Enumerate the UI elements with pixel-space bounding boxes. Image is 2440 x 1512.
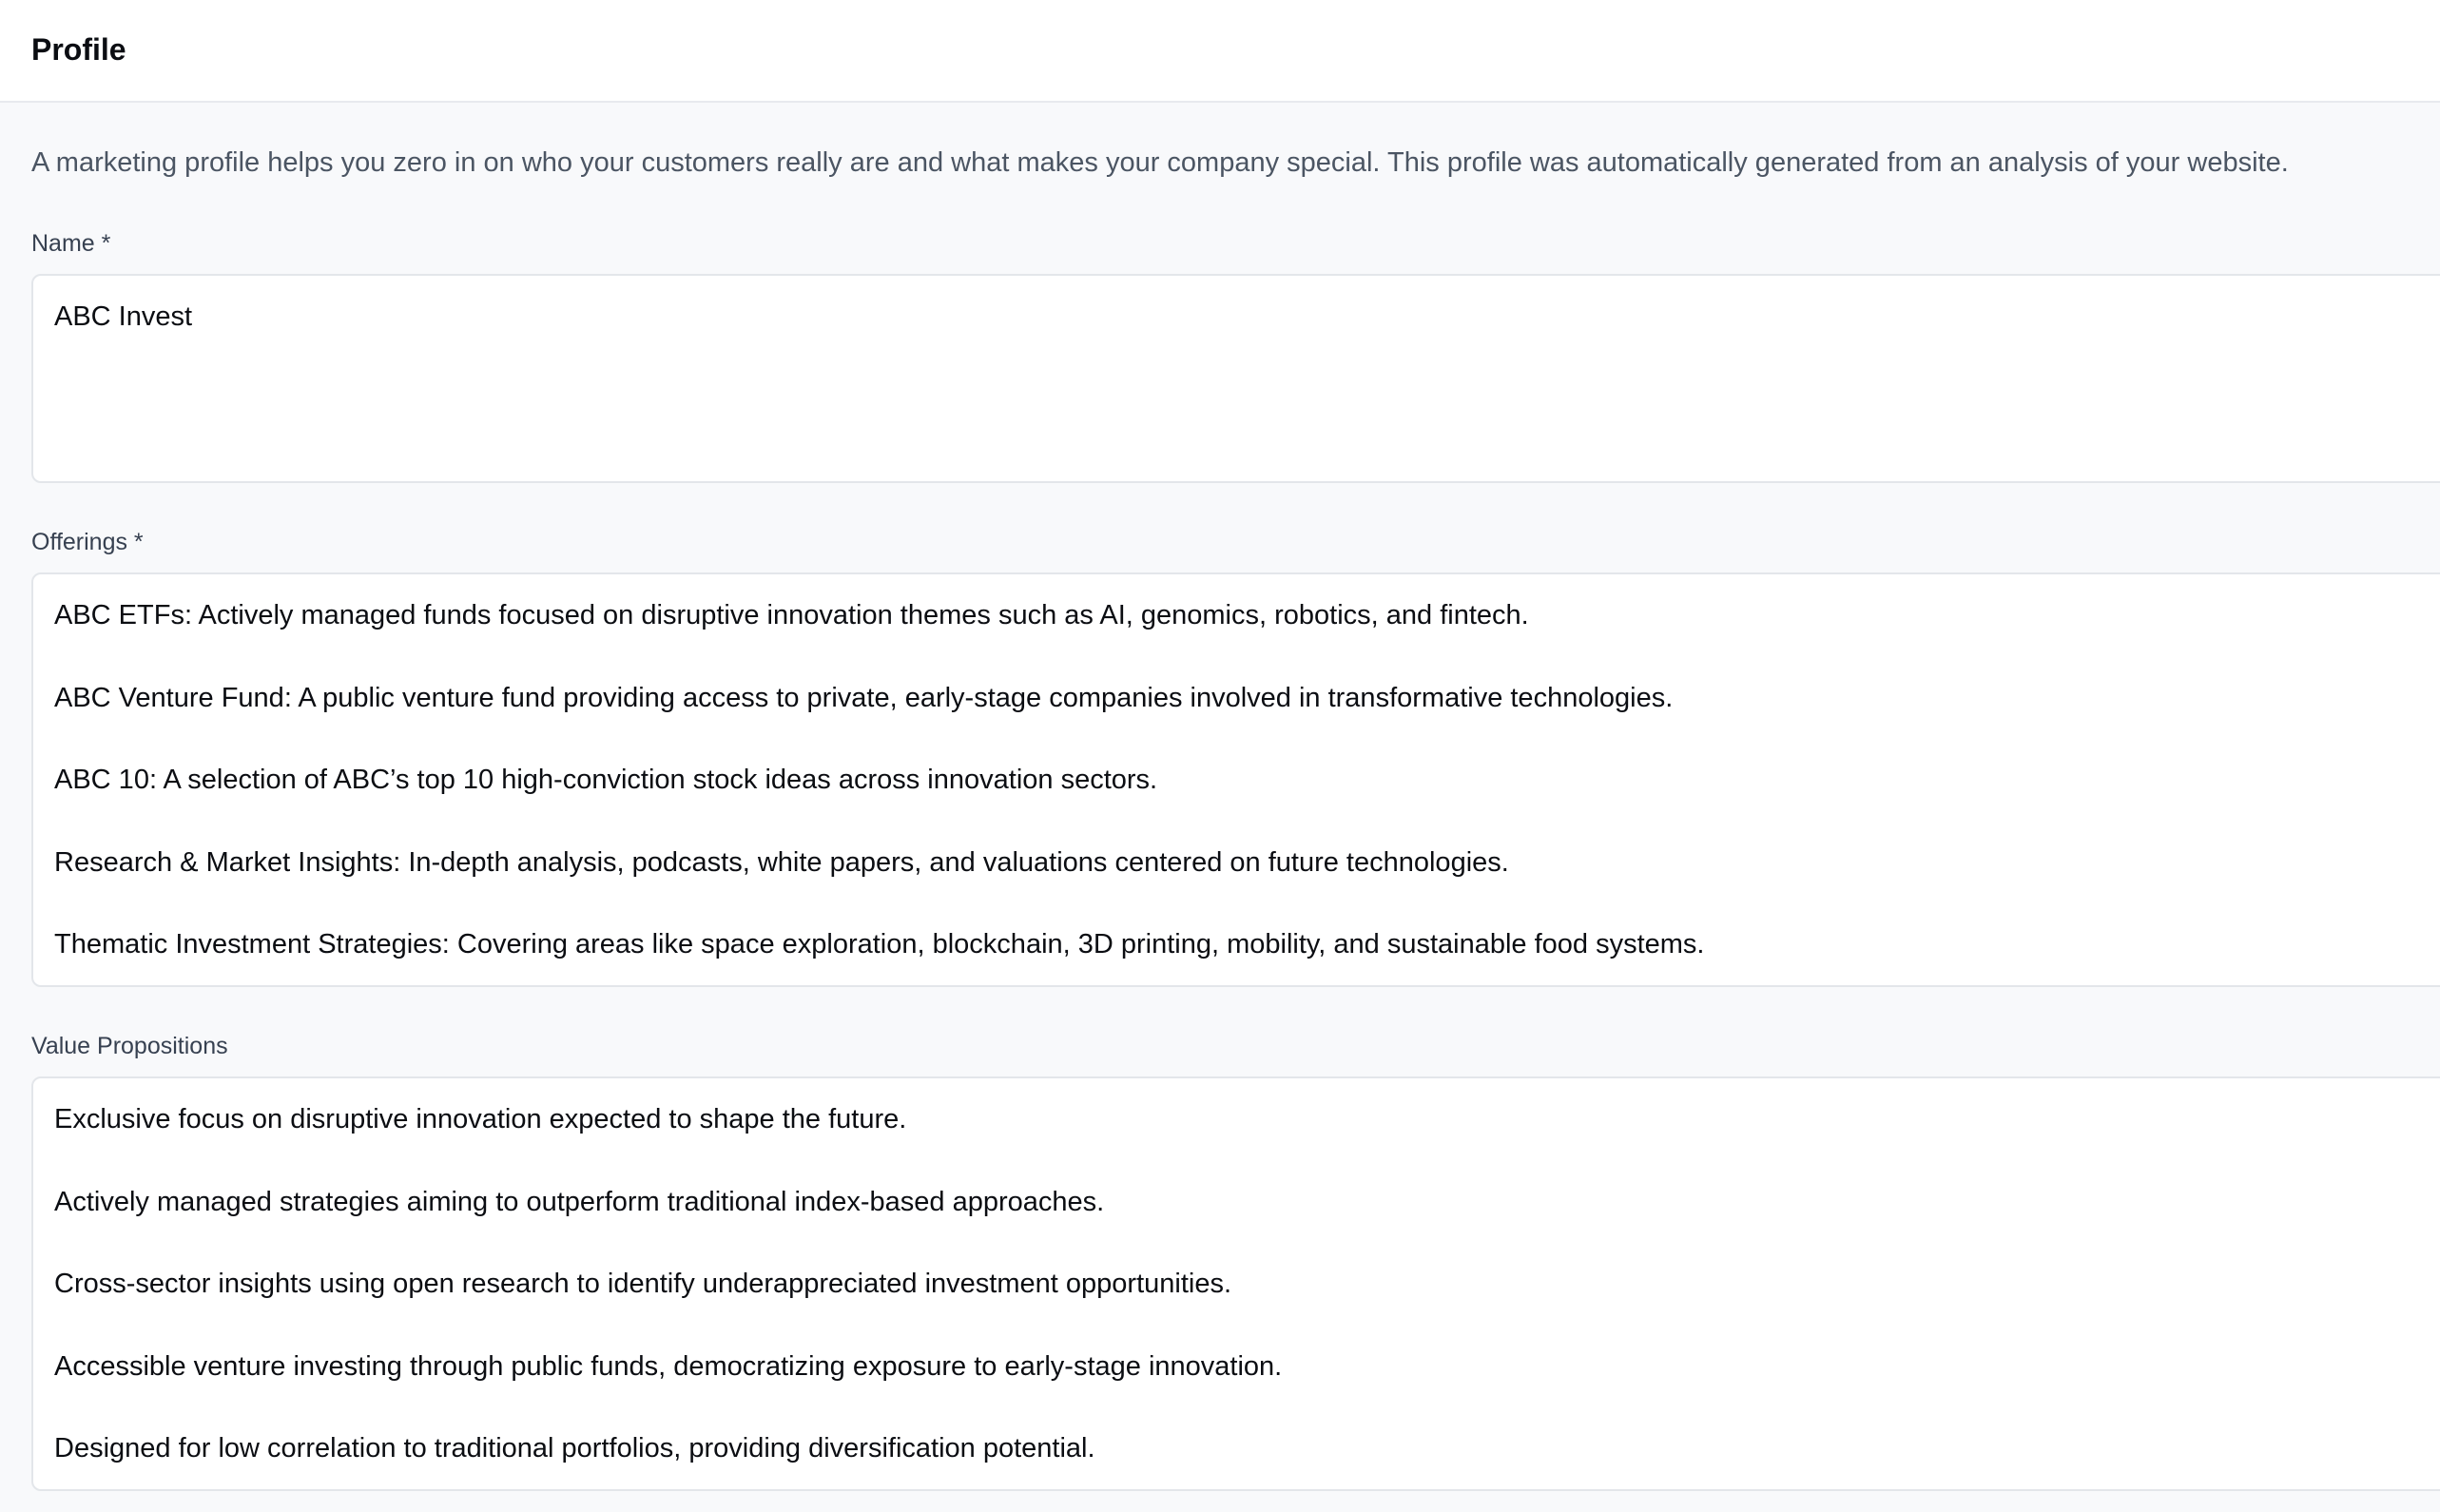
value-propositions-field[interactable] (31, 1076, 2440, 1491)
offering-line: ABC ETFs: Actively managed funds focused on disruptive innovation themes such as AI, genomics, robotics, and fintech. (54, 600, 1529, 630)
value-proposition-line: Exclusive focus on disruptive innovation expected to shape the future. (54, 1104, 907, 1134)
value-proposition-line: Accessible venture investing through public funds, democratizing exposure to early-stage innovation. (54, 1350, 1283, 1382)
page-header (0, 0, 2440, 103)
offerings-lines (54, 597, 1704, 987)
name-field-value: ABC Invest (54, 301, 193, 332)
page-title: Profile (31, 32, 126, 67)
name-field-label: Name * (31, 230, 111, 257)
value-proposition-line: Actively managed strategies aiming to outperform traditional index-based approaches. (54, 1186, 1105, 1217)
value-propositions-lines (54, 1101, 1282, 1491)
profile-form (0, 103, 2440, 1512)
offerings-field-label: Offerings * (31, 529, 144, 555)
value-proposition-line: Designed for low correlation to traditional portfolios, providing diversification potential. (54, 1433, 1095, 1464)
value-proposition-line: Cross-sector insights using open research to identify underappreciated investment opportunities. (54, 1269, 1232, 1299)
offering-line: ABC Venture Fund: A public venture fund providing access to private, early-stage companies involved in transformative technologies. (54, 682, 1674, 713)
offering-line: ABC 10: A selection of ABC’s top 10 high-conviction stock ideas across innovation sectors. (54, 765, 1158, 795)
offering-line: Thematic Investment Strategies: Covering areas like space exploration, blockchain, 3D printing, mobility, and sustainable food systems. (54, 929, 1705, 960)
offerings-field[interactable] (31, 572, 2440, 987)
value-propositions-field-label: Value Propositions (31, 1033, 228, 1059)
profile-description: A marketing profile helps you zero in on who your customers really are and what makes your company special. This profile was automatically generated from an analysis of your website. (31, 147, 2289, 178)
offering-line: Research & Market Insights: In-depth analysis, podcasts, white papers, and valuations centered on future technologies. (54, 846, 1509, 878)
name-field[interactable] (31, 274, 2440, 483)
